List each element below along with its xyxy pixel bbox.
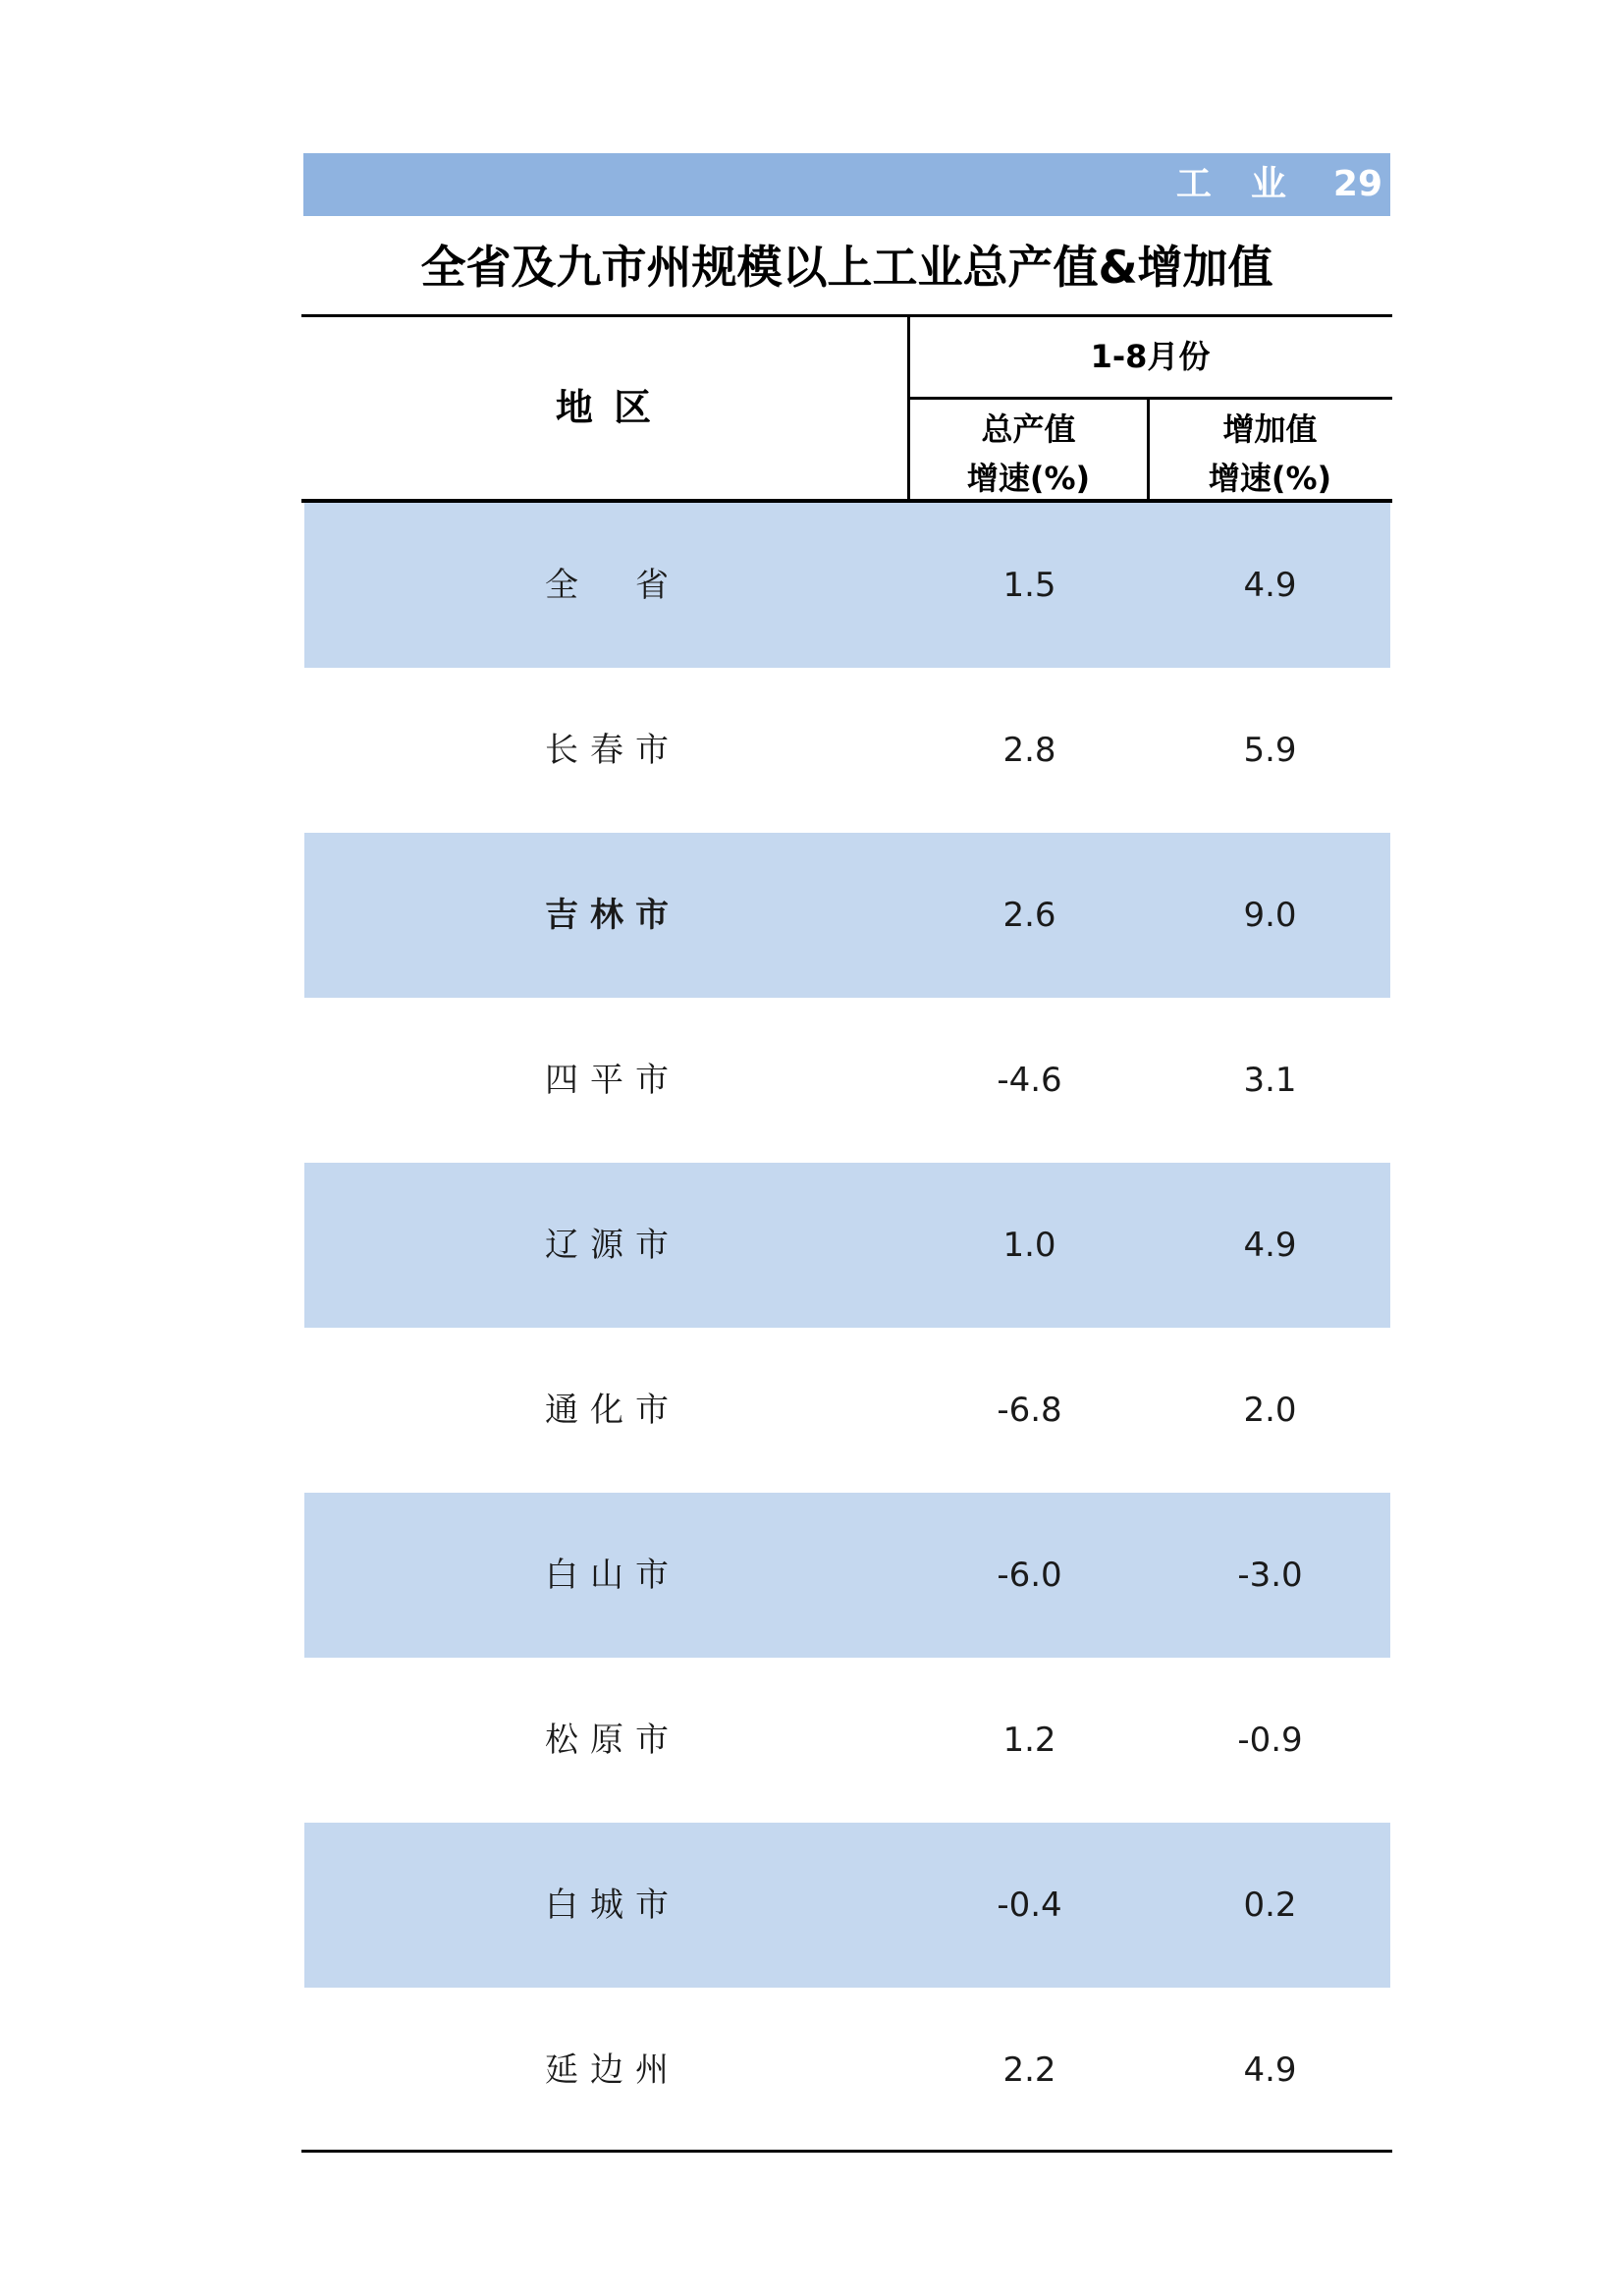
table-title: 全省及九市州规模以上工业总产值&增加值 [420,241,1273,294]
table-row [304,668,1390,833]
added-value-growth-header-line1: 增加值 [1222,410,1318,448]
output-growth-header-line1: 总产值 [981,410,1076,448]
region-cell: 白城市 [545,1886,680,1925]
output-growth-cell: -6.8 [997,1391,1062,1430]
region-cell: 全 省 [545,566,680,605]
region-cell: 长春市 [545,731,680,770]
table-row [304,833,1390,998]
output-growth-cell: -6.0 [997,1556,1062,1595]
page-header-text [1176,153,1382,216]
added-growth-cell: 9.0 [1243,896,1297,935]
table-row [304,1988,1390,2153]
output-growth-cell: 2.2 [1002,2050,1056,2090]
output-growth-cell: 2.6 [1002,896,1056,935]
output-growth-cell: 2.8 [1002,731,1056,770]
period-header: 1-8月份 [1090,338,1211,375]
region-cell: 白山市 [545,1556,680,1595]
output-growth-header-line2: 增速(%) [966,460,1091,497]
region-column-header: 地 区 [555,386,656,429]
section-name: 工业 [1175,164,1325,204]
region-cell: 辽源市 [545,1226,680,1265]
output-growth-header [910,405,1147,503]
added-growth-cell: 0.2 [1243,1886,1297,1925]
added-growth-cell: 2.0 [1243,1391,1297,1430]
period-divider-rule [908,397,1392,400]
table-row [304,1163,1390,1328]
added-growth-cell: 4.9 [1243,2050,1297,2090]
output-growth-cell: -4.6 [997,1061,1062,1100]
output-growth-cell: 1.2 [1002,1721,1056,1760]
region-cell: 通化市 [545,1391,680,1430]
region-cell: 四平市 [545,1061,680,1100]
output-growth-cell: 1.0 [1002,1226,1056,1265]
table-row [304,503,1390,668]
table-row [304,998,1390,1163]
region-cell: 延边州 [545,2050,680,2090]
table-row [304,1493,1390,1658]
added-value-growth-header [1150,405,1390,503]
added-growth-cell: -3.0 [1237,1556,1303,1595]
region-cell: 吉林市 [545,896,680,935]
output-growth-cell: -0.4 [997,1886,1062,1925]
added-value-growth-header-line2: 增速(%) [1208,460,1332,497]
output-growth-cell: 1.5 [1002,566,1056,605]
table-row [304,1823,1390,1988]
added-growth-cell: 3.1 [1243,1061,1297,1100]
table-row [304,1658,1390,1823]
table-row [304,1328,1390,1493]
added-growth-cell: -0.9 [1237,1721,1303,1760]
added-growth-cell: 4.9 [1243,1226,1297,1265]
page-header-band [303,153,1390,216]
added-growth-cell: 5.9 [1243,731,1297,770]
page-number: 29 [1332,164,1382,204]
added-growth-cell: 4.9 [1243,566,1297,605]
region-cell: 松原市 [545,1721,680,1760]
